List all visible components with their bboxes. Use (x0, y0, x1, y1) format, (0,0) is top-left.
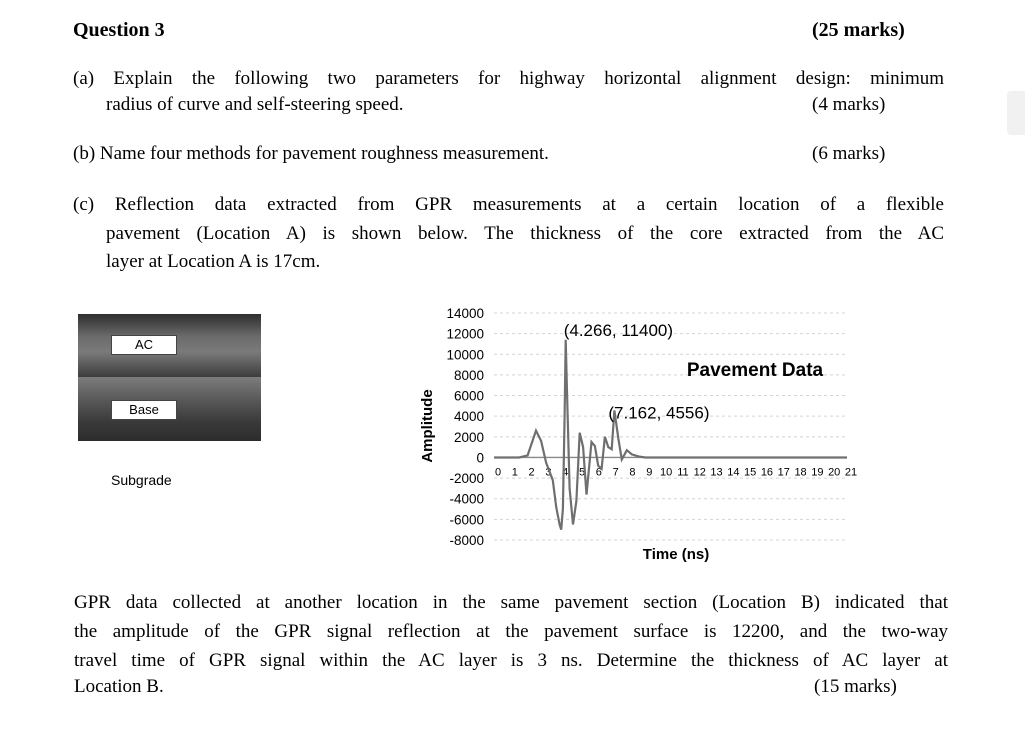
part-b-text: (b) Name four methods for pavement roughness measurement. (73, 143, 549, 164)
y-tick-label: -8000 (449, 533, 484, 548)
x-tick-label: 8 (629, 466, 636, 479)
x-tick-label: 20 (828, 466, 841, 479)
chart-series-line (494, 340, 847, 530)
x-tick-label: 10 (659, 466, 673, 479)
x-axis-label: Time (ns) (642, 546, 710, 563)
x-tick-label: 11 (677, 466, 689, 479)
y-tick-label: -2000 (449, 471, 484, 487)
part-c-line1: (c) Reflection data extracted from GPR measurements at a certain location of a flexible (73, 194, 944, 215)
base-layer-label: Base (111, 400, 177, 420)
question-title: Question 3 (73, 19, 165, 41)
x-tick-label: 14 (727, 466, 740, 479)
x-tick-label: 19 (811, 466, 824, 479)
location-b-marks: (15 marks) (814, 676, 897, 697)
y-tick-label: 2000 (453, 429, 484, 445)
x-tick-label: 0 (494, 466, 502, 479)
y-tick-label: 4000 (453, 409, 484, 425)
x-tick-label: 15 (744, 466, 757, 479)
y-tick-label: 6000 (453, 388, 484, 404)
part-c-line3: layer at Location A is 17cm. (106, 251, 321, 272)
y-tick-label: 10000 (446, 347, 484, 363)
x-tick-label: 7 (612, 466, 619, 479)
y-tick-label: 8000 (453, 367, 484, 383)
x-tick-label: 9 (646, 466, 653, 479)
part-a-line2: radius of curve and self-steering speed. (106, 94, 404, 115)
x-tick-label: 6 (595, 466, 602, 479)
y-axis-label: Amplitude (419, 389, 436, 463)
part-c-line2: pavement (Location A) is shown below. The thickness of the core extracted from the AC (106, 223, 944, 244)
location-b-line1: GPR data collected at another location in the same pavement section (Location B) indicated that (74, 592, 948, 613)
ac-layer-label: AC (111, 335, 177, 355)
y-tick-label: -6000 (449, 512, 484, 528)
part-a-marks: (4 marks) (812, 94, 886, 115)
x-tick-label: 4 (562, 466, 569, 479)
data-annotation: (7.162, 4556) (608, 403, 710, 423)
part-b-marks: (6 marks) (812, 143, 886, 164)
part-a-line1: (a) Explain the following two parameters for highway horizontal alignment design: minimum (73, 68, 944, 89)
side-scroll-tab (1007, 91, 1025, 135)
x-tick-label: 16 (760, 466, 774, 479)
x-tick-label: 12 (693, 466, 706, 479)
data-annotation: (4.266, 11400) (563, 320, 674, 340)
location-b-line3: travel time of GPR signal within the AC layer is 3 ns. Determine the thickness of AC layer at (74, 650, 948, 671)
y-tick-label: 12000 (446, 326, 484, 342)
x-tick-label: 17 (777, 466, 790, 479)
subgrade-label: Subgrade (111, 472, 172, 488)
location-b-line2: the amplitude of the GPR signal reflection at the pavement surface is 12200, and the two-way (74, 621, 948, 642)
x-tick-label: 21 (844, 466, 858, 479)
y-tick-label: 14000 (446, 306, 484, 321)
x-tick-label: 3 (545, 466, 552, 479)
location-b-line4: Location B. (74, 676, 164, 697)
question-total-marks: (25 marks) (812, 19, 905, 41)
y-tick-label: 0 (476, 450, 484, 466)
x-tick-label: 13 (710, 466, 723, 479)
x-tick-label: 1 (511, 466, 518, 479)
x-tick-label: 18 (794, 466, 807, 479)
x-tick-label: 2 (528, 466, 535, 479)
chart-title: Pavement Data (686, 360, 824, 381)
x-tick-label: 5 (578, 466, 586, 479)
y-tick-label: -4000 (449, 491, 484, 507)
